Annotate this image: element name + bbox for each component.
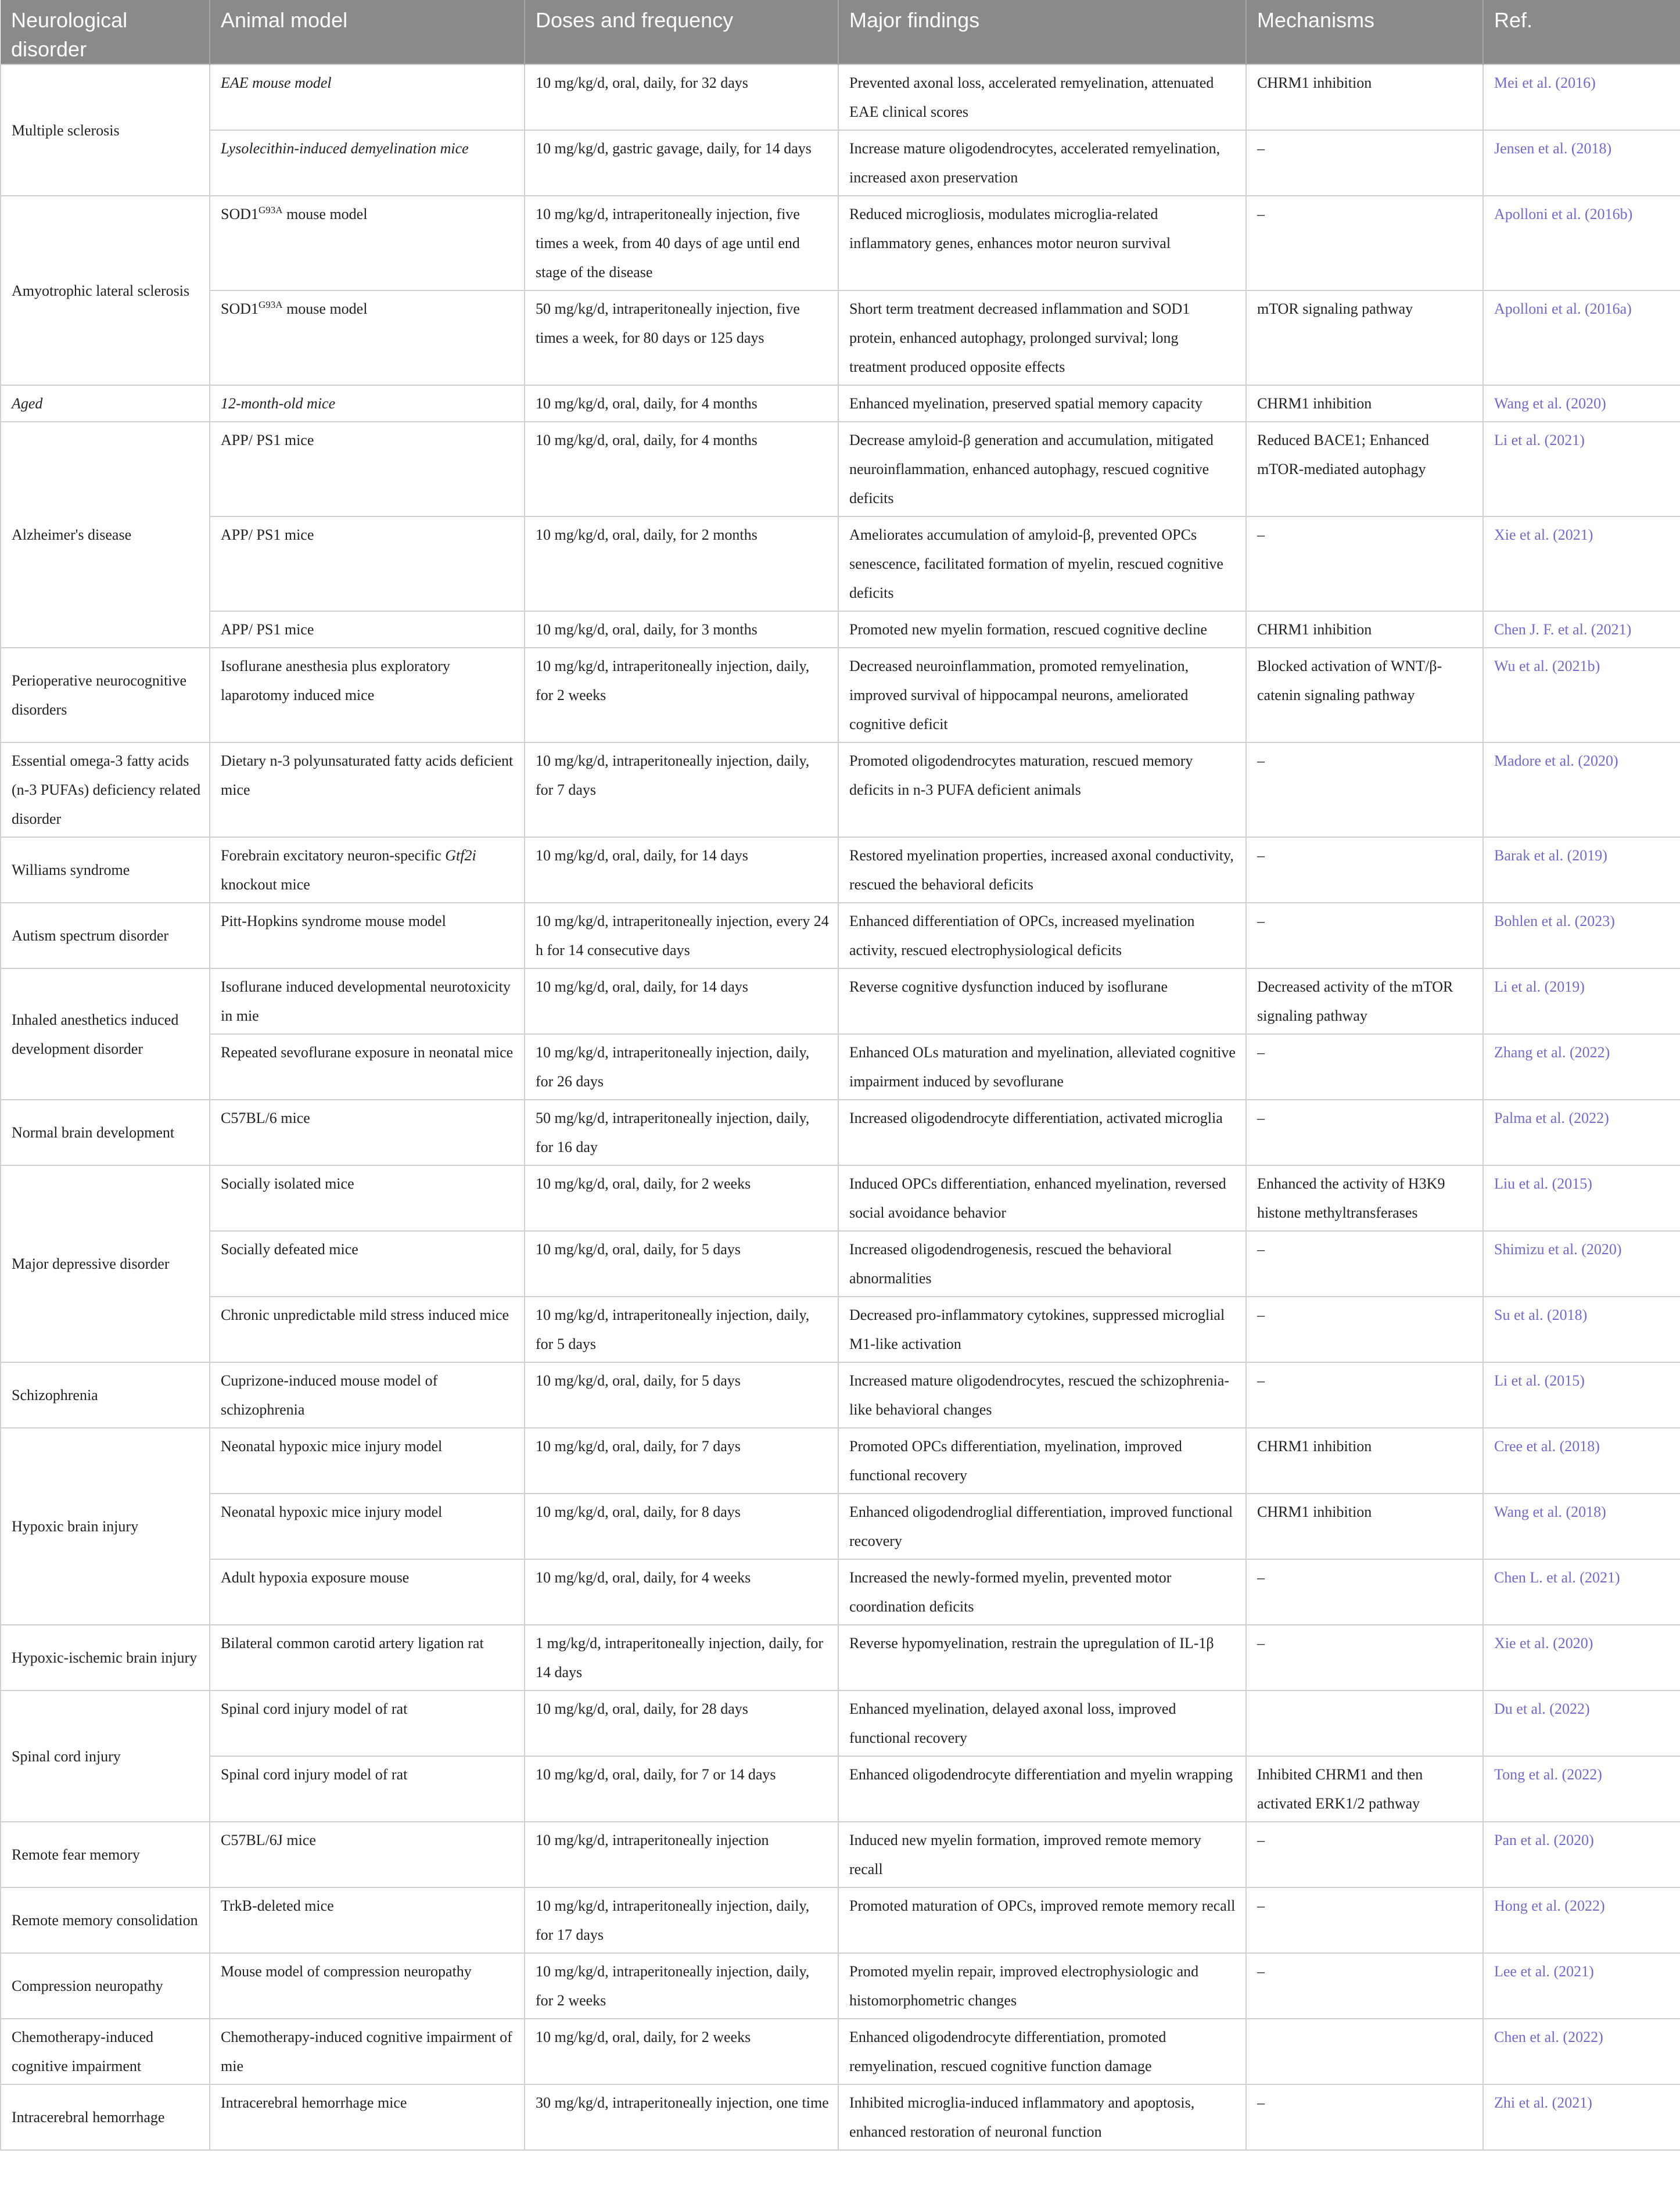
findings-cell: Induced OPCs differentiation, enhanced myelination, reversed social avoidance behavior: [838, 1165, 1246, 1231]
mechanisms-cell: mTOR signaling pathway: [1246, 290, 1483, 385]
disorder-cell: Normal brain development: [1, 1100, 210, 1165]
findings-cell: Enhanced myelination, preserved spatial memory capacity: [838, 385, 1246, 422]
table-row: [1, 2019, 1680, 2084]
animal-model-cell: [210, 1559, 525, 1625]
animal-model-text: Repeated sevoflurane exposure in neonatal mice: [221, 1044, 514, 1061]
disorder-cell: Perioperative neurocognitive disorders: [1, 648, 210, 742]
dose-cell: 10 mg/kg/d, oral, daily, for 5 days: [525, 1231, 838, 1297]
reference-link: Li et al. (2019): [1483, 968, 1680, 1034]
findings-cell: Increased mature oligodendrocytes, rescued the schizophrenia-like behavioral changes: [838, 1362, 1246, 1428]
animal-model-text: Isoflurane induced developmental neurotoxicity in mie: [221, 978, 511, 1024]
table-row: [1, 611, 1680, 648]
disorder-cell: Multiple sclerosis: [1, 64, 210, 196]
mechanisms-cell: –: [1246, 1625, 1483, 1690]
mechanisms-cell: Decreased activity of the mTOR signaling pathway: [1246, 968, 1483, 1034]
reference-link: Chen L. et al. (2021): [1483, 1559, 1680, 1625]
dose-cell: 10 mg/kg/d, oral, daily, for 4 months: [525, 422, 838, 516]
findings-cell: Enhanced oligodendroglial differentiation, improved functional recovery: [838, 1494, 1246, 1559]
findings-cell: Increased oligodendrogenesis, rescued the behavioral abnormalities: [838, 1231, 1246, 1297]
dose-cell: 10 mg/kg/d, oral, daily, for 4 months: [525, 385, 838, 422]
animal-model-cell: [210, 2084, 525, 2150]
header-doses: Doses and frequency: [525, 0, 838, 64]
header-row: [1, 0, 1680, 64]
animal-model-cell: [210, 1362, 525, 1428]
animal-model-cell: [210, 1625, 525, 1690]
reference-link: Palma et al. (2022): [1483, 1100, 1680, 1165]
animal-model-cell: [210, 1297, 525, 1362]
dose-cell: 10 mg/kg/d, intraperitoneally injection, daily, for 5 days: [525, 1297, 838, 1362]
animal-model-text: Chemotherapy-induced cognitive impairment of mie: [221, 2029, 512, 2074]
findings-cell: Promoted new myelin formation, rescued cognitive decline: [838, 611, 1246, 648]
reference-link: Shimizu et al. (2020): [1483, 1231, 1680, 1297]
animal-model-text: Forebrain excitatory neuron-specific: [221, 847, 446, 864]
disorder-cell: Autism spectrum disorder: [1, 903, 210, 968]
animal-model-cell: [210, 1887, 525, 1953]
disorder-cell: Aged: [1, 385, 210, 422]
animal-model-text: Chronic unpredictable mild stress induced mice: [221, 1307, 509, 1323]
findings-cell: Promoted myelin repair, improved electrophysiologic and histomorphometric changes: [838, 1953, 1246, 2019]
mechanisms-cell: [1246, 2019, 1483, 2084]
reference-link: Bohlen et al. (2023): [1483, 903, 1680, 968]
disorder-cell: Alzheimer's disease: [1, 422, 210, 648]
table-row: [1, 1362, 1680, 1428]
table-row: [1, 196, 1680, 290]
animal-model-cell: [210, 2019, 525, 2084]
findings-cell: Promoted oligodendrocytes maturation, rescued memory deficits in n-3 PUFA deficient animals: [838, 742, 1246, 837]
header-animal-model: Animal model: [210, 0, 525, 64]
dose-cell: 10 mg/kg/d, oral, daily, for 2 months: [525, 516, 838, 611]
animal-model-cell: [210, 903, 525, 968]
dose-cell: 10 mg/kg/d, oral, daily, for 2 weeks: [525, 1165, 838, 1231]
reference-link: Tong et al. (2022): [1483, 1756, 1680, 1822]
animal-model-cell: [210, 1756, 525, 1822]
dose-cell: 10 mg/kg/d, oral, daily, for 14 days: [525, 837, 838, 903]
animal-model-text: APP/ PS1 mice: [221, 621, 314, 638]
table-row: [1, 64, 1680, 130]
dose-cell: 10 mg/kg/d, intraperitoneally injection, daily, for 2 weeks: [525, 648, 838, 742]
disorder-cell: Hypoxic brain injury: [1, 1428, 210, 1625]
disorder-cell: Remote memory consolidation: [1, 1887, 210, 1953]
animal-model-text: Adult hypoxia exposure mouse: [221, 1569, 410, 1586]
disorder-cell: Spinal cord injury: [1, 1690, 210, 1822]
mechanisms-cell: Reduced BACE1; Enhanced mTOR-mediated autophagy: [1246, 422, 1483, 516]
reference-link: Jensen et al. (2018): [1483, 130, 1680, 196]
disorder-cell: Compression neuropathy: [1, 1953, 210, 2019]
disorder-cell: Williams syndrome: [1, 837, 210, 903]
animal-model-cell: [210, 1953, 525, 2019]
table-row: [1, 903, 1680, 968]
reference-link: Su et al. (2018): [1483, 1297, 1680, 1362]
mechanisms-cell: –: [1246, 837, 1483, 903]
dose-cell: 10 mg/kg/d, intraperitoneally injection, daily, for 7 days: [525, 742, 838, 837]
dose-cell: 10 mg/kg/d, oral, daily, for 7 days: [525, 1428, 838, 1494]
reference-link: Hong et al. (2022): [1483, 1887, 1680, 1953]
animal-model-cell: [210, 1165, 525, 1231]
findings-cell: Decrease amyloid-β generation and accumulation, mitigated neuroinflammation, enhanced autophagy, rescued cognitive deficits: [838, 422, 1246, 516]
findings-cell: Increased oligodendrocyte differentiation, activated microglia: [838, 1100, 1246, 1165]
reference-link: Apolloni et al. (2016a): [1483, 290, 1680, 385]
dose-cell: 10 mg/kg/d, gastric gavage, daily, for 14 days: [525, 130, 838, 196]
animal-model-cell: [210, 648, 525, 742]
table-row: [1, 2084, 1680, 2150]
reference-link: Li et al. (2015): [1483, 1362, 1680, 1428]
dose-cell: 10 mg/kg/d, oral, daily, for 2 weeks: [525, 2019, 838, 2084]
findings-cell: Enhanced OLs maturation and myelination, alleviated cognitive impairment induced by sevoflurane: [838, 1034, 1246, 1100]
table-row: [1, 1428, 1680, 1494]
header-findings: Major findings: [838, 0, 1246, 64]
reference-link: Cree et al. (2018): [1483, 1428, 1680, 1494]
table-row: [1, 1756, 1680, 1822]
findings-cell: Enhanced oligodendrocyte differentiation, promoted remyelination, rescued cognitive function damage: [838, 2019, 1246, 2084]
animal-model-text: Intracerebral hemorrhage mice: [221, 2094, 407, 2111]
reference-link: Chen et al. (2022): [1483, 2019, 1680, 2084]
mechanisms-cell: CHRM1 inhibition: [1246, 385, 1483, 422]
animal-model-text: Pitt-Hopkins syndrome mouse model: [221, 913, 446, 929]
findings-cell: Enhanced differentiation of OPCs, increased myelination activity, rescued electrophysiological deficits: [838, 903, 1246, 968]
animal-model-text: Neonatal hypoxic mice injury model: [221, 1438, 443, 1455]
table-row: [1, 1690, 1680, 1756]
table-body: [1, 64, 1680, 2150]
mechanisms-cell: –: [1246, 1034, 1483, 1100]
animal-model-cell: [210, 1231, 525, 1297]
disorder-cell: Intracerebral hemorrhage: [1, 2084, 210, 2150]
animal-model-cell: [210, 130, 525, 196]
animal-model-text: Neonatal hypoxic mice injury model: [221, 1503, 443, 1520]
animal-model-text: C57BL/6 mice: [221, 1110, 310, 1126]
dose-cell: 10 mg/kg/d, oral, daily, for 5 days: [525, 1362, 838, 1428]
animal-model-text: Mouse model of compression neuropathy: [221, 1963, 472, 1980]
header-ref: Ref.: [1483, 0, 1680, 64]
animal-model-text: C57BL/6J mice: [221, 1832, 316, 1849]
dose-cell: 10 mg/kg/d, intraperitoneally injection, daily, for 26 days: [525, 1034, 838, 1100]
animal-model-text: Isoflurane anesthesia plus exploratory laparotomy induced mice: [221, 658, 450, 704]
mechanisms-cell: –: [1246, 1231, 1483, 1297]
findings-cell: Increase mature oligodendrocytes, accelerated remyelination, increased axon preservation: [838, 130, 1246, 196]
mechanisms-cell: –: [1246, 1297, 1483, 1362]
mechanisms-cell: Inhibited CHRM1 and then activated ERK1/2 pathway: [1246, 1756, 1483, 1822]
dose-cell: 1 mg/kg/d, intraperitoneally injection, daily, for 14 days: [525, 1625, 838, 1690]
reference-link: Wu et al. (2021b): [1483, 648, 1680, 742]
dose-cell: 10 mg/kg/d, oral, daily, for 32 days: [525, 64, 838, 130]
dose-cell: 50 mg/kg/d, intraperitoneally injection, five times a week, for 80 days or 125 days: [525, 290, 838, 385]
mechanisms-cell: –: [1246, 196, 1483, 290]
table-row: [1, 1297, 1680, 1362]
dose-cell: 30 mg/kg/d, intraperitoneally injection, one time: [525, 2084, 838, 2150]
table-row: [1, 1034, 1680, 1100]
animal-model-text: Socially isolated mice: [221, 1175, 354, 1192]
dose-cell: 10 mg/kg/d, intraperitoneally injection, daily, for 2 weeks: [525, 1953, 838, 2019]
reference-link: Wang et al. (2018): [1483, 1494, 1680, 1559]
table-row: [1, 290, 1680, 385]
animal-model-cell: [210, 385, 525, 422]
reference-link: Apolloni et al. (2016b): [1483, 196, 1680, 290]
animal-model-text: APP/ PS1 mice: [221, 432, 314, 448]
animal-model-text: Spinal cord injury model of rat: [221, 1766, 408, 1783]
animal-model-text: SOD1: [221, 206, 259, 222]
reference-link: Barak et al. (2019): [1483, 837, 1680, 903]
findings-cell: Induced new myelin formation, improved remote memory recall: [838, 1822, 1246, 1887]
mechanisms-cell: –: [1246, 130, 1483, 196]
reference-link: Mei et al. (2016): [1483, 64, 1680, 130]
animal-model-cell: [210, 968, 525, 1034]
reference-link: Li et al. (2021): [1483, 422, 1680, 516]
animal-model-text: 12-month-old mice: [221, 395, 336, 412]
dose-cell: 50 mg/kg/d, intraperitoneally injection, daily, for 16 day: [525, 1100, 838, 1165]
header-disorder: Neurological disorder: [1, 0, 210, 64]
table-header: [1, 0, 1680, 64]
animal-model-cell: [210, 1690, 525, 1756]
animal-model-suffix: knockout mice: [221, 876, 310, 893]
dose-cell: 10 mg/kg/d, intraperitoneally injection, daily, for 17 days: [525, 1887, 838, 1953]
findings-cell: Enhanced myelination, delayed axonal loss, improved functional recovery: [838, 1690, 1246, 1756]
table-row: [1, 130, 1680, 196]
mechanisms-cell: –: [1246, 903, 1483, 968]
mechanisms-cell: CHRM1 inhibition: [1246, 64, 1483, 130]
mechanisms-cell: CHRM1 inhibition: [1246, 1428, 1483, 1494]
animal-model-cell: [210, 64, 525, 130]
dose-cell: 10 mg/kg/d, oral, daily, for 28 days: [525, 1690, 838, 1756]
reference-link: Pan et al. (2020): [1483, 1822, 1680, 1887]
findings-cell: Enhanced oligodendrocyte differentiation and myelin wrapping: [838, 1756, 1246, 1822]
table-row: [1, 968, 1680, 1034]
animal-model-cell: [210, 611, 525, 648]
table-row: [1, 837, 1680, 903]
animal-model-text: EAE mouse model: [221, 74, 332, 91]
mechanisms-cell: –: [1246, 1887, 1483, 1953]
animal-model-text: Socially defeated mice: [221, 1241, 358, 1258]
header-mechanisms: Mechanisms: [1246, 0, 1483, 64]
table-row: [1, 1625, 1680, 1690]
reference-link: Xie et al. (2020): [1483, 1625, 1680, 1690]
reference-link: Zhi et al. (2021): [1483, 2084, 1680, 2150]
findings-cell: Decreased pro-inflammatory cytokines, suppressed microglial M1-like activation: [838, 1297, 1246, 1362]
table-row: [1, 1165, 1680, 1231]
mechanisms-cell: –: [1246, 516, 1483, 611]
animal-model-text: TrkB-deleted mice: [221, 1897, 334, 1914]
reference-link: Zhang et al. (2022): [1483, 1034, 1680, 1100]
animal-model-text: Lysolecithin-induced demyelination mice: [221, 140, 469, 157]
disorder-cell: Chemotherapy-induced cognitive impairment: [1, 2019, 210, 2084]
findings-cell: Reverse hypomyelination, restrain the upregulation of IL-1β: [838, 1625, 1246, 1690]
animal-model-suffix: mouse model: [282, 206, 368, 222]
animal-model-cell: [210, 516, 525, 611]
mechanisms-cell: –: [1246, 1822, 1483, 1887]
animal-model-cell: [210, 1100, 525, 1165]
reference-link: Xie et al. (2021): [1483, 516, 1680, 611]
table-row: [1, 1559, 1680, 1625]
animal-model-suffix: mouse model: [282, 300, 368, 317]
animal-model-text: APP/ PS1 mice: [221, 526, 314, 543]
disorder-cell: Inhaled anesthetics induced development disorder: [1, 968, 210, 1100]
mechanisms-cell: Enhanced the activity of H3K9 histone methyltransferases: [1246, 1165, 1483, 1231]
table-row: [1, 516, 1680, 611]
findings-cell: Increased the newly-formed myelin, prevented motor coordination deficits: [838, 1559, 1246, 1625]
findings-cell: Restored myelination properties, increased axonal conductivity, rescued the behavioral deficits: [838, 837, 1246, 903]
table-row: [1, 1100, 1680, 1165]
mechanisms-cell: –: [1246, 1100, 1483, 1165]
disorder-cell: Amyotrophic lateral sclerosis: [1, 196, 210, 385]
mechanisms-cell: [1246, 1690, 1483, 1756]
animal-model-cell: [210, 290, 525, 385]
disorder-cell: Hypoxic-ischemic brain injury: [1, 1625, 210, 1690]
findings-cell: Promoted maturation of OPCs, improved remote memory recall: [838, 1887, 1246, 1953]
mechanisms-cell: –: [1246, 1362, 1483, 1428]
dose-cell: 10 mg/kg/d, intraperitoneally injection, every 24 h for 14 consecutive days: [525, 903, 838, 968]
mechanisms-cell: –: [1246, 742, 1483, 837]
dose-cell: 10 mg/kg/d, intraperitoneally injection, five times a week, from 40 days of age until end stage of the disease: [525, 196, 838, 290]
animal-model-text: Dietary n-3 polyunsaturated fatty acids deficient mice: [221, 752, 514, 798]
animal-model-cell: [210, 742, 525, 837]
animal-model-mutation: G93A: [259, 204, 283, 216]
reference-link: Lee et al. (2021): [1483, 1953, 1680, 2019]
mechanisms-cell: Blocked activation of WNT/β-catenin signaling pathway: [1246, 648, 1483, 742]
table-row: [1, 1231, 1680, 1297]
table-row: [1, 385, 1680, 422]
table-row: [1, 1953, 1680, 2019]
table-row: [1, 1887, 1680, 1953]
disorder-cell: Schizophrenia: [1, 1362, 210, 1428]
dose-cell: 10 mg/kg/d, oral, daily, for 8 days: [525, 1494, 838, 1559]
dose-cell: 10 mg/kg/d, oral, daily, for 3 months: [525, 611, 838, 648]
animal-model-text: Bilateral common carotid artery ligation rat: [221, 1635, 484, 1652]
mechanisms-cell: –: [1246, 1953, 1483, 2019]
disorder-cell: Remote fear memory: [1, 1822, 210, 1887]
table-row: [1, 1822, 1680, 1887]
animal-model-text: SOD1: [221, 300, 259, 317]
animal-model-mutation: G93A: [259, 299, 283, 310]
disorder-cell: Essential omega-3 fatty acids (n-3 PUFAs) deficiency related disorder: [1, 742, 210, 837]
findings-cell: Ameliorates accumulation of amyloid-β, prevented OPCs senescence, facilitated formation of myelin, rescued cognitive deficits: [838, 516, 1246, 611]
animal-model-cell: [210, 1822, 525, 1887]
table-row: [1, 648, 1680, 742]
mechanisms-cell: CHRM1 inhibition: [1246, 611, 1483, 648]
animal-model-cell: [210, 1494, 525, 1559]
reference-link: Wang et al. (2020): [1483, 385, 1680, 422]
animal-model-cell: [210, 1034, 525, 1100]
animal-model-cell: [210, 1428, 525, 1494]
dose-cell: 10 mg/kg/d, oral, daily, for 14 days: [525, 968, 838, 1034]
animal-model-gene: Gtf2i: [445, 847, 476, 864]
reference-link: Liu et al. (2015): [1483, 1165, 1680, 1231]
dose-cell: 10 mg/kg/d, oral, daily, for 7 or 14 days: [525, 1756, 838, 1822]
animal-model-text: Spinal cord injury model of rat: [221, 1700, 408, 1717]
mechanisms-cell: –: [1246, 1559, 1483, 1625]
findings-cell: Inhibited microglia-induced inflammatory and apoptosis, enhanced restoration of neuronal function: [838, 2084, 1246, 2150]
mechanisms-cell: CHRM1 inhibition: [1246, 1494, 1483, 1559]
table-row: [1, 422, 1680, 516]
findings-cell: Short term treatment decreased inflammation and SOD1 protein, enhanced autophagy, prolonged survival; long treatment produced opposite effects: [838, 290, 1246, 385]
findings-cell: Reverse cognitive dysfunction induced by isoflurane: [838, 968, 1246, 1034]
disorder-cell: Major depressive disorder: [1, 1165, 210, 1362]
dose-cell: 10 mg/kg/d, intraperitoneally injection: [525, 1822, 838, 1887]
reference-link: Du et al. (2022): [1483, 1690, 1680, 1756]
animal-model-text: Cuprizone-induced mouse model of schizophrenia: [221, 1372, 438, 1418]
findings-cell: Promoted OPCs differentiation, myelination, improved functional recovery: [838, 1428, 1246, 1494]
animal-model-cell: [210, 422, 525, 516]
animal-model-cell: [210, 196, 525, 290]
table-row: [1, 1494, 1680, 1559]
reference-link: Chen J. F. et al. (2021): [1483, 611, 1680, 648]
mechanisms-cell: –: [1246, 2084, 1483, 2150]
table-row: [1, 742, 1680, 837]
reference-link: Madore et al. (2020): [1483, 742, 1680, 837]
animal-model-cell: [210, 837, 525, 903]
dose-cell: 10 mg/kg/d, oral, daily, for 4 weeks: [525, 1559, 838, 1625]
findings-cell: Prevented axonal loss, accelerated remyelination, attenuated EAE clinical scores: [838, 64, 1246, 130]
findings-cell: Decreased neuroinflammation, promoted remyelination, improved survival of hippocampal neurons, ameliorated cognitive deficit: [838, 648, 1246, 742]
findings-cell: Reduced microgliosis, modulates microglia-related inflammatory genes, enhances motor neuron survival: [838, 196, 1246, 290]
